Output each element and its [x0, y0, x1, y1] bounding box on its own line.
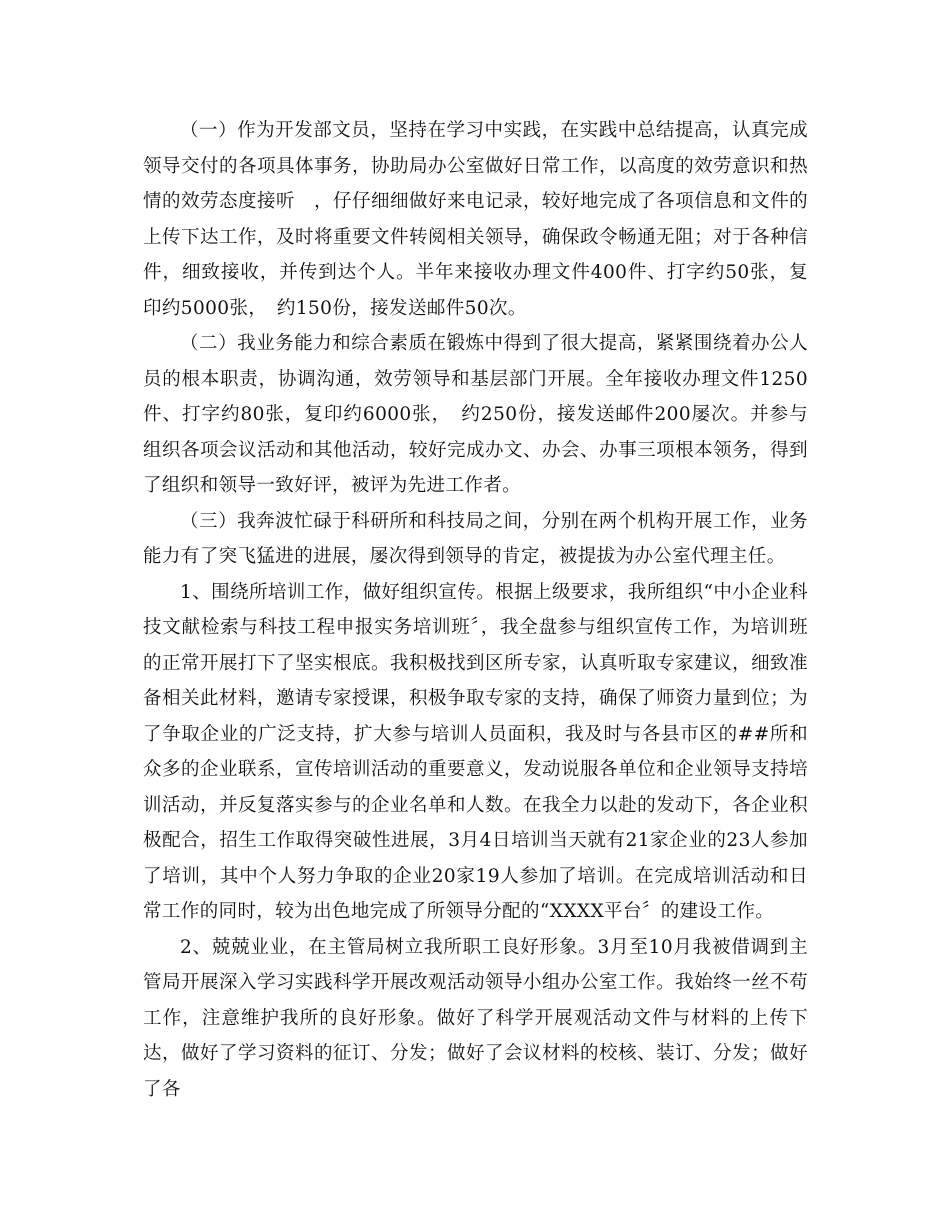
paragraph-4: 1、围绕所培训工作，做好组织宣传。根据上级要求，我所组织“中小企业科技文献检索与科技工程申报实务培训班〞，我全盘参与组织宣传工作，为培训班的正常开展打下了坚实根底。我积极找到区所专家，认真听取专家建议，细致准备相关此材料，邀请专家授课，积极争取专家的支持，确保了师资力量到位；为了争取企业的广泛支持，扩大参与培训人员面积，我及时与各县市区的##所和众多的企业联系，宣传培训活动的重要意义，发动说服各单位和企业领导支持培训活动，并反复落实参与的企业名单和人数。在我全力以赴的发动下，各企业积极配合，招生工作取得突破性进展，3月4日培训当天就有21家企业的23人参加了培训，其中个人努力争取的企业20家19人参加了培训。在完成培训活动和日常工作的同时，较为出色地完成了所领导分配的“XXXX平台〞的建设工作。 — [143, 581, 808, 922]
paragraph-1: （一）作为开发部文员，坚持在学习中实践，在实践中总结提高，认真完成领导交付的各项具体事务，协助局办公室做好日常工作，以高度的效劳意识和热情的效劳态度接听 ，仔仔细细做好来电记录，较好地完成了各项信息和文件的上传下达工作，及时将重要文件转阅相关领导，确保政令畅通无阻；对于各种信件，细致接收，并传到达个人。半年来接收办理文件400件、打字约50张，复印约5000张， 约150份，接发送邮件50次。 — [143, 120, 808, 319]
paragraph-5: 2、兢兢业业，在主管局树立我所职工良好形象。3月至10月我被借调到主管局开展深入学习实践科学开展改观活动领导小组办公室工作。我始终一丝不苟工作，注意维护我所的良好形象。做好了科学开展观活动文件与材料的上传下达，做好了学习资料的征订、分发；做好了会议材料的校核、装订、分发；做好了各 — [143, 936, 808, 1100]
paragraph-2: （二）我业务能力和综合素质在锻炼中得到了很大提高，紧紧围绕着办公人员的根本职责，协调沟通，效劳领导和基层部门开展。全年接收办理文件1250件、打字约80张，复印约6000张， 约250份，接发送邮件200屡次。并参与组织各项会议活动和其他活动，较好完成办文、办会、办事三项根本领务，得到了组织和领导一致好评，被评为先进工作者。 — [143, 333, 808, 496]
document-body — [143, 113, 808, 1107]
paragraph-3: （三）我奔波忙碌于科研所和科技局之间，分别在两个机构开展工作，业务能力有了突飞猛进的进展，屡次得到领导的肯定，被提拔为办公室代理主任。 — [143, 510, 808, 567]
